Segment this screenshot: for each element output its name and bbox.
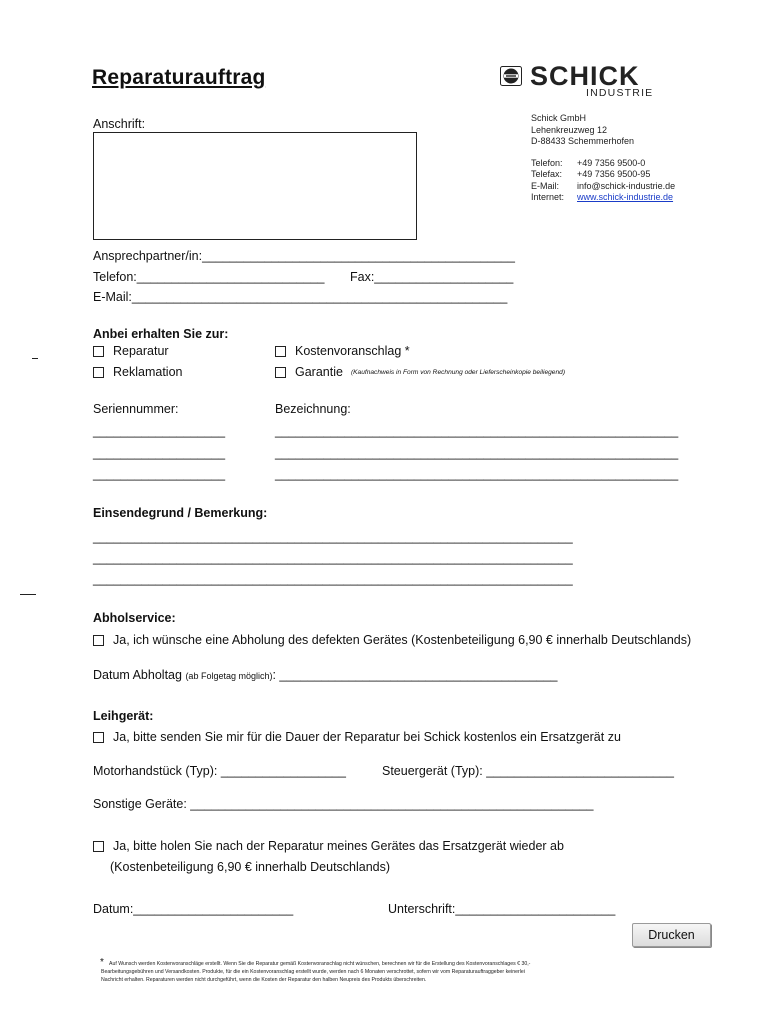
contact-person-field[interactable]: Ansprechpartner/in:_____________________________________________ [93,249,515,263]
warranty-checkbox[interactable] [275,367,286,378]
control-unit-field[interactable]: Steuergerät (Typ): ___________________________ [382,764,674,778]
pickup-checkbox[interactable] [93,635,104,646]
footnote-line: Bearbeitungsgebühren und Versandkosten. Produkte, für die ein Kostenvoranschlag erstellt wurde, werden nach 6 Monaten verschrottet, sofern wir vom Reparaturauftraggeber keinerlei [101,969,525,975]
company-fax: +49 7356 9500-95 [577,169,651,179]
estimate-label: Kostenvoranschlag * [295,344,410,358]
signature-field[interactable]: Unterschrift:_______________________ [388,902,616,916]
return-option[interactable] [93,839,564,853]
repair-label: Reparatur [113,344,169,358]
estimate-checkbox[interactable] [275,346,286,357]
description-field[interactable]: __________________________________________________________ [275,467,679,481]
loaner-option[interactable] [93,730,621,744]
description-field[interactable]: __________________________________________________________ [275,446,679,460]
reason-heading: Einsendegrund / Bemerkung: [93,506,268,520]
motor-type-field[interactable]: Motorhandstück (Typ): __________________ [93,764,346,778]
footnote-line: Auf Wunsch werden Kostenvoranschläge erstellt. Wenn Sie die Reparatur gemäß Kostenvoranschlag nicht wünschen, berechnen wir für die Erstellung des Kostenvoranschlages € 30,- [109,961,531,967]
margin-mark-top [32,358,38,359]
footnote-text [109,961,669,969]
other-devices-field[interactable]: Sonstige Geräte: __________________________________________________________ [93,797,594,811]
serial-field[interactable]: ___________________ [93,424,226,438]
company-website-link[interactable]: www.schick-industrie.de [577,192,674,202]
company-city: D-88433 Schemmerhofen [531,136,635,146]
estimate-option[interactable] [275,344,410,358]
loaner-checkbox[interactable] [93,732,104,743]
margin-mark-bottom [20,594,36,595]
footnote-text [101,969,671,984]
company-name: Schick GmbH [531,113,587,123]
description-field[interactable]: __________________________________________________________ [275,424,679,438]
serial-field[interactable]: ___________________ [93,467,226,481]
address-label: Anschrift: [93,117,146,131]
email-field[interactable]: E-Mail:______________________________________________________ [93,290,508,304]
pickup-label: Ja, ich wünsche eine Abholung des defekten Gerätes (Kostenbeteiligung 6,90 € innerhalb Deutschlands) [113,633,692,647]
page-title: Reparaturauftrag [92,66,266,89]
company-logo [500,61,680,100]
company-address [531,113,675,204]
email-label: E-Mail: [531,180,560,191]
company-email: info@schick-industrie.de [577,180,676,191]
phone-field[interactable]: Telefon:___________________________ [93,270,325,284]
pickup-date-row[interactable] [93,668,558,682]
complaint-label: Reklamation [113,365,183,379]
pickup-option[interactable] [93,633,691,647]
purpose-heading: Anbei erhalten Sie zur: [93,327,229,341]
phone-label: Telefon: [531,157,563,168]
loaner-label: Ja, bitte senden Sie mir für die Dauer der Reparatur bei Schick kostenlos ein Ersatzgerät zu [113,730,621,744]
pickup-date-note: (ab Folgetag möglich) [185,671,273,681]
repair-checkbox[interactable] [93,346,104,357]
company-phone: +49 7356 9500-0 [577,157,646,168]
footnote-line: Nachricht erhalten. Reparaturen werden nicht durchgeführt, wenn die Kosten der Reparatur den halben Neupreis des Produkts überschreiten. [101,976,427,983]
description-label: Bezeichnung: [275,402,351,416]
warranty-label: Garantie [295,365,343,379]
return-checkbox[interactable] [93,841,104,852]
address-textarea[interactable] [93,132,417,240]
logo-subtitle: INDUSTRIE [586,87,654,99]
pickup-date-label: Datum Abholtag [93,668,182,682]
footnote-star: * [100,957,104,968]
serial-field[interactable]: ___________________ [93,446,226,460]
reason-field[interactable]: _____________________________________________________________________ [93,530,573,544]
fax-label: Telefax: [531,169,563,179]
complaint-checkbox[interactable] [93,367,104,378]
print-button[interactable]: Drucken [632,923,711,947]
reason-field[interactable]: _____________________________________________________________________ [93,551,573,565]
return-label: Ja, bitte holen Sie nach der Reparatur meines Gerätes das Ersatzgerät wieder ab [113,839,564,853]
pickup-heading: Abholservice: [93,611,176,625]
fax-field[interactable]: Fax:____________________ [350,270,514,284]
pickup-date-field[interactable]: : ________________________________________ [272,668,558,682]
logo-emblem-icon [500,66,522,86]
company-street: Lehenkreuzweg 12 [531,124,608,135]
logo-wordmark: SCHICK [530,61,640,91]
return-cost-note: (Kostenbeteiligung 6,90 € innerhalb Deutschlands) [110,860,391,874]
warranty-note: (Kaufnachweis in Form von Rechnung oder Lieferscheinkopie beiliegend) [350,368,566,376]
warranty-option[interactable] [275,365,565,379]
reason-field[interactable]: _____________________________________________________________________ [93,572,573,586]
loaner-heading: Leihgerät: [93,709,154,723]
complaint-option[interactable] [93,365,182,379]
serial-label: Seriennummer: [93,402,179,416]
web-label: Internet: [531,192,565,202]
repair-option[interactable] [93,344,169,358]
signature-date-field[interactable]: Datum:_______________________ [93,902,294,916]
